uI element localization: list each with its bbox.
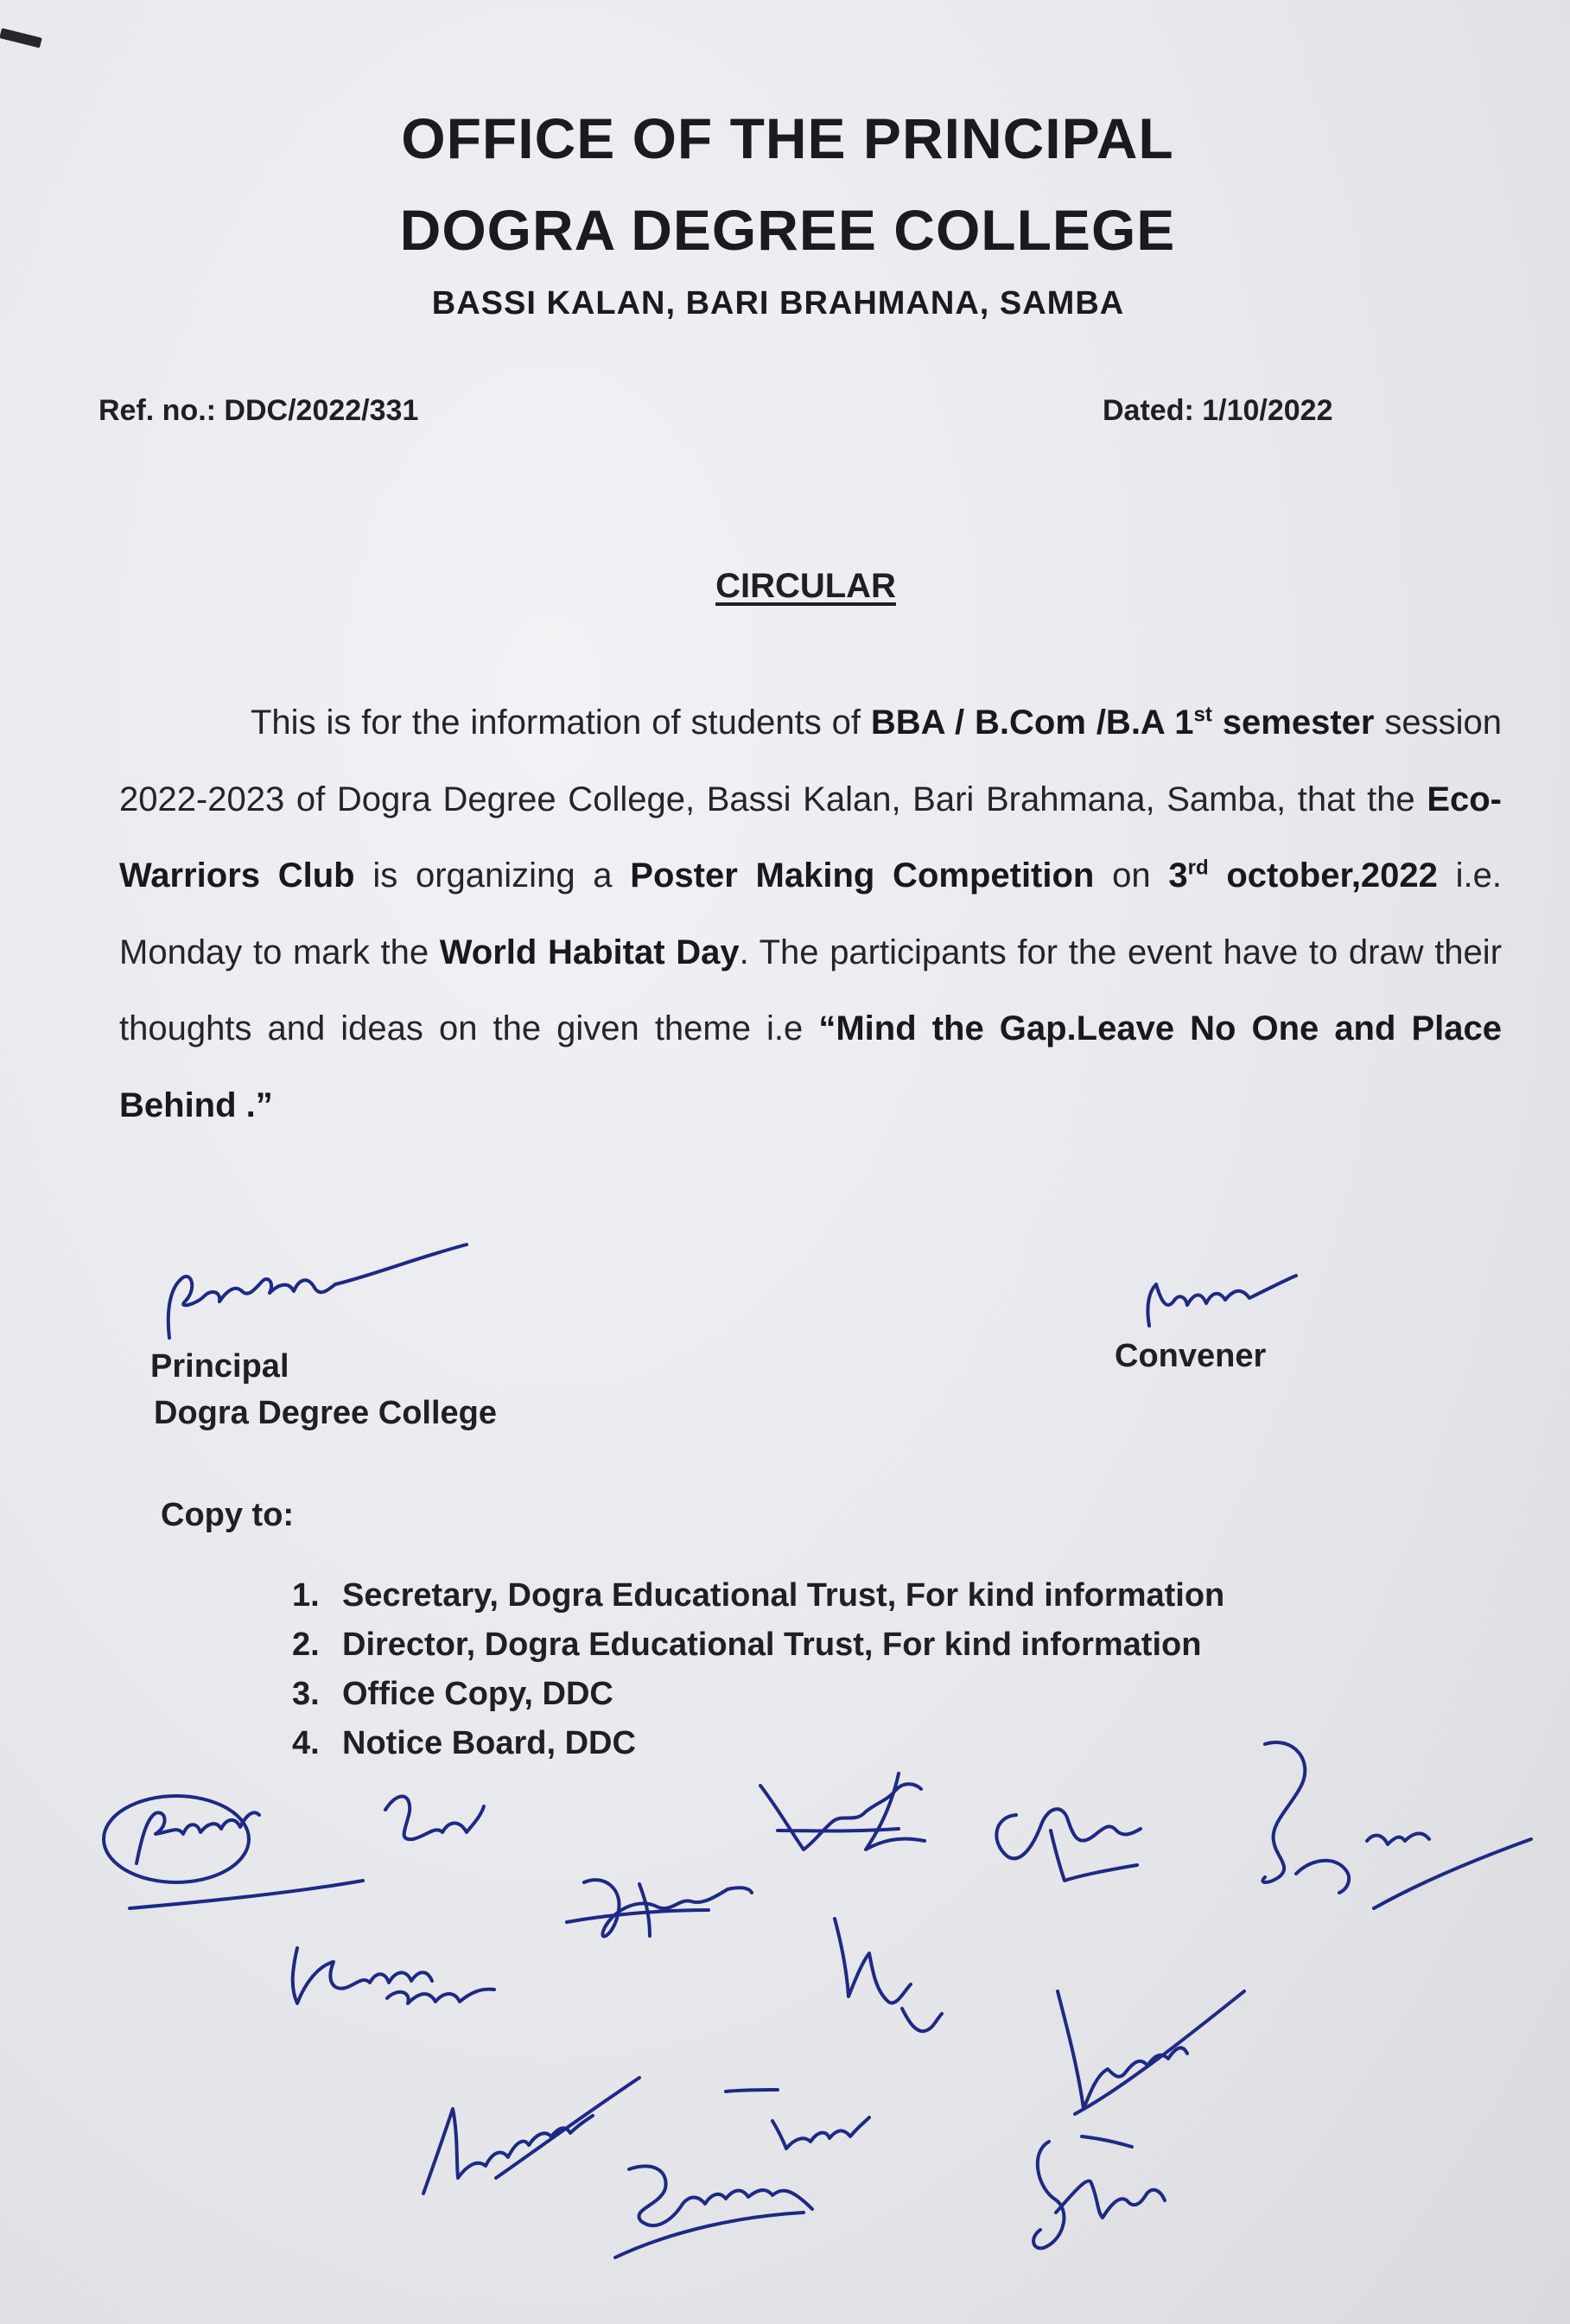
signature-pinki-loop [104, 1796, 249, 1882]
signature-scribble-2 [760, 1773, 925, 1850]
date: Dated: 1/10/2022 [1103, 394, 1333, 427]
signature-pinki [130, 1812, 363, 1908]
signature-scribble-4 [835, 1919, 942, 2031]
signature-scribble-1 [567, 1880, 752, 1936]
signature-anadhna [423, 2078, 639, 2193]
signature-sonia [1262, 1742, 1531, 1908]
list-item: 4. Notice Board, DDC [292, 1725, 636, 1761]
list-item: 2. Director, Dogra Educational Trust, For kind information [292, 1627, 1202, 1663]
edge-mark [0, 28, 42, 48]
principal-organization: Dogra Degree College [154, 1395, 497, 1431]
convener-signature [1147, 1276, 1296, 1326]
copy-to-list [292, 1571, 1224, 1768]
signature-scribble-3 [996, 1809, 1141, 1881]
circular-title: CIRCULAR [715, 567, 896, 605]
convener-title: Convener [1115, 1338, 1267, 1374]
copy-to-label: Copy to: [161, 1497, 295, 1533]
office-heading: OFFICE OF THE PRINCIPAL [401, 106, 1174, 170]
signature-scribble-5 [726, 2090, 869, 2149]
signature-archana [1058, 1991, 1244, 2114]
circular-body: This is for the information of students of BBA / B.Com /B.A 1st semester session 2022-2023 of Dogra Degree College, Bassi Kalan, Bari Brahmana, Samba, that the Eco- Warriors Club is organizing a Poster Making Competition on 3rd october,2022 i.e. Monday to mark the World Habitat Day. The participants for the event have to draw their thoughts and ideas on the given theme i.e “Mind the Gap.Leave No One and Place Behind .” [119, 703, 1503, 1124]
reference-number: Ref. no.: DDC/2022/331 [99, 394, 419, 427]
signature-2 [385, 1796, 484, 1839]
principal-signature [168, 1245, 467, 1338]
signature-kanchan-dubey [293, 1948, 494, 2003]
principal-title: Principal [150, 1348, 289, 1385]
college-name: DOGRA DEGREE COLLEGE [399, 198, 1176, 262]
college-address: BASSI KALAN, BARI BRAHMANA, SAMBA [431, 285, 1125, 322]
list-item: 3. Office Copy, DDC [292, 1676, 613, 1712]
list-item: 1. Secretary, Dogra Educational Trust, For kind information [292, 1577, 1225, 1614]
signature-shikha [1033, 2136, 1165, 2248]
signature-shivani [615, 2166, 812, 2257]
